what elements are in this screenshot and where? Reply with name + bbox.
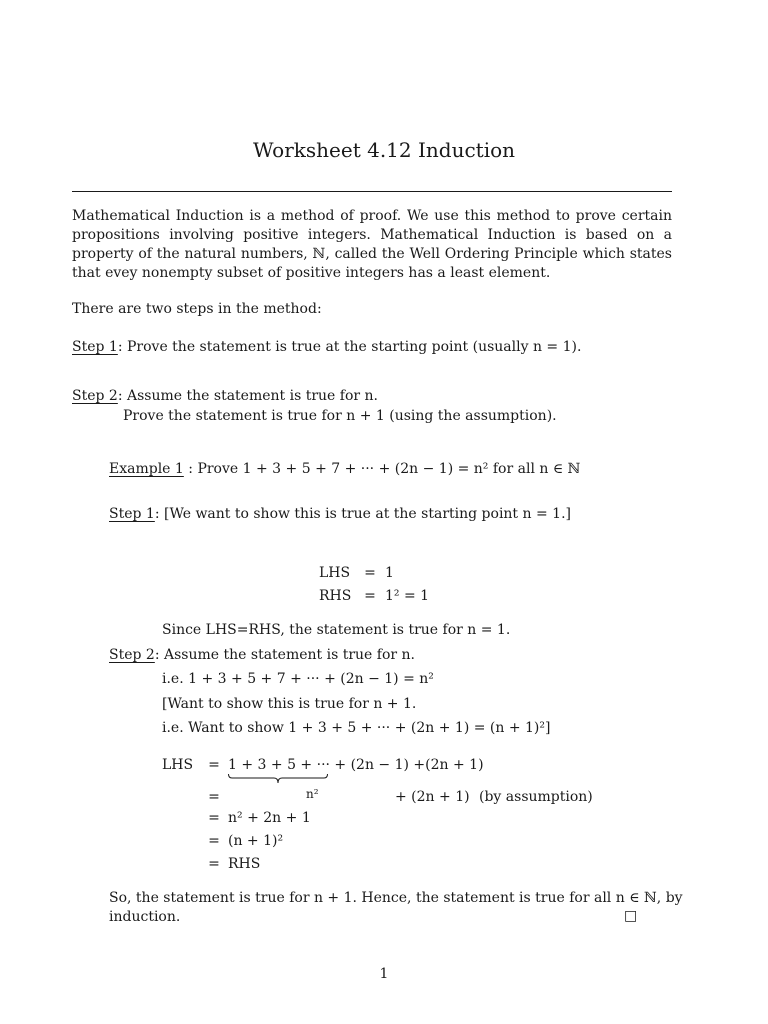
example-step-2-text: : Assume the statement is true for n. bbox=[154, 647, 416, 663]
base-rhs-name: RHS bbox=[319, 588, 352, 604]
base-lhs-value: 1 bbox=[385, 565, 394, 581]
method-step-2 bbox=[72, 387, 378, 406]
derivation-eq-3: = bbox=[208, 810, 220, 826]
example-step-1 bbox=[109, 505, 571, 524]
title-rule bbox=[72, 191, 672, 192]
derivation-expr-5: RHS bbox=[228, 856, 261, 872]
page-number: 1 bbox=[379, 966, 389, 982]
two-steps-text: There are two steps in the method: bbox=[72, 301, 322, 317]
example-statement: : Prove 1 + 3 + 5 + 7 + ··· + (2n − 1) = n² for all n ∈ ℕ bbox=[183, 461, 581, 477]
method-step-2-label: Step 2 bbox=[72, 388, 118, 404]
derivation-lhs-name: LHS bbox=[162, 757, 194, 773]
want-line-2: i.e. Want to show 1 + 3 + 5 + ··· + (2n + 1) = (n + 1)²] bbox=[162, 720, 551, 736]
example-step-2-label: Step 2 bbox=[109, 647, 155, 663]
underbrace-expression: 1 + 3 + 5 + ··· + (2n − 1) bbox=[228, 757, 409, 773]
derivation-expr-3: n² + 2n + 1 bbox=[228, 810, 311, 826]
page-title: Worksheet 4.12 Induction bbox=[252, 138, 516, 162]
brace-label: n² bbox=[306, 787, 319, 801]
method-step-2-line1: : Assume the statement is true for n. bbox=[117, 388, 379, 404]
base-lhs-name: LHS bbox=[319, 565, 351, 581]
derivation-row-1 bbox=[162, 756, 484, 775]
derivation-row-5 bbox=[200, 855, 260, 874]
derivation-tail-1: +(2n + 1) bbox=[408, 757, 484, 773]
example-step-1-label: Step 1 bbox=[109, 506, 155, 522]
method-step-2-line2: Prove the statement is true for n + 1 (using the assumption). bbox=[123, 408, 557, 424]
qed-icon: □ bbox=[624, 908, 638, 924]
intro-paragraph: Mathematical Induction is a method of proof. We use this method to prove certain propositions involving positive integers. Mathematical Induction is based on a property of the natural numbers, ℕ, called the Well Ordering Principle which states that evey nonempty subset of positive integers has a least element. bbox=[72, 208, 672, 281]
derivation-eq-5: = bbox=[208, 856, 220, 872]
derivation-tail-2: + (2n + 1) bbox=[395, 789, 470, 805]
derivation-row-4 bbox=[200, 832, 283, 851]
underbrace-group bbox=[228, 756, 409, 775]
since-text: Since LHS=RHS, the statement is true for n = 1. bbox=[162, 622, 511, 638]
conclusion-line-2: induction. bbox=[109, 909, 181, 925]
derivation-eq-4: = bbox=[208, 833, 220, 849]
example-step-1-text: : [We want to show this is true at the starting point n = 1.] bbox=[154, 506, 571, 522]
assumption-note: (by assumption) bbox=[479, 789, 593, 805]
derivation-eq-1: = bbox=[208, 757, 220, 773]
underbrace-icon bbox=[228, 774, 328, 784]
base-rhs-value: 1² = 1 bbox=[385, 588, 430, 604]
method-step-1-text: : Prove the statement is true at the starting point (usually n = 1). bbox=[117, 339, 582, 355]
base-rhs-eq: = bbox=[364, 588, 376, 604]
conclusion-line-1: So, the statement is true for n + 1. Hence, the statement is true for all n ∈ ℕ, by bbox=[109, 890, 683, 906]
derivation-eq-2: = bbox=[208, 789, 220, 805]
want-line-1: [Want to show this is true for n + 1. bbox=[162, 696, 417, 712]
assumption-ie: i.e. 1 + 3 + 5 + 7 + ··· + (2n − 1) = n² bbox=[162, 671, 434, 687]
method-step-1 bbox=[72, 338, 581, 357]
example-heading bbox=[109, 460, 580, 479]
derivation-expr-4: (n + 1)² bbox=[228, 833, 284, 849]
base-lhs-eq: = bbox=[364, 565, 376, 581]
base-rhs-row bbox=[319, 587, 429, 606]
example-label: Example 1 bbox=[109, 461, 184, 477]
base-lhs-row bbox=[319, 564, 394, 583]
method-step-1-label: Step 1 bbox=[72, 339, 118, 355]
derivation-row-3 bbox=[200, 809, 311, 828]
example-step-2 bbox=[109, 646, 415, 665]
